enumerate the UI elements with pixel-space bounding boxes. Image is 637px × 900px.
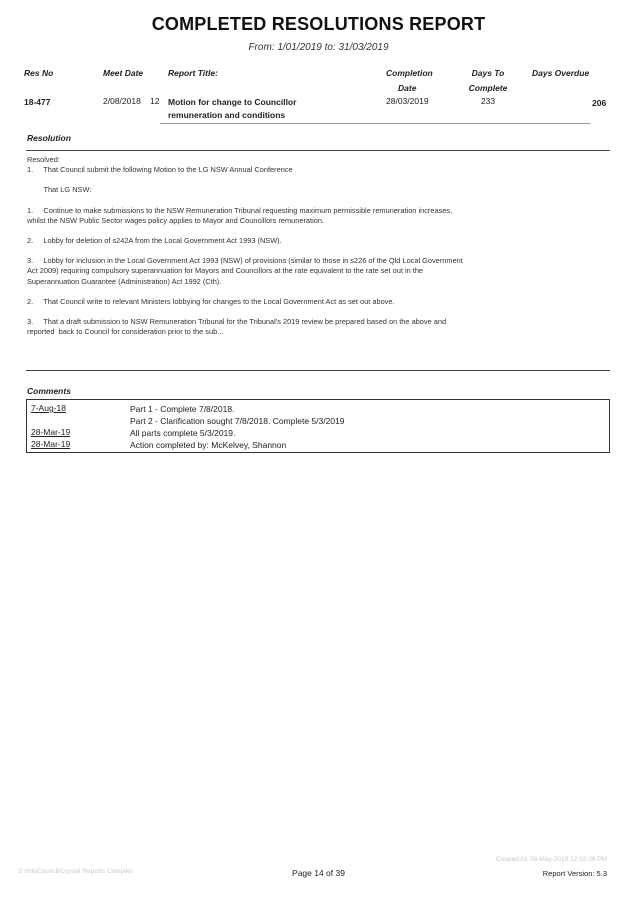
footer-source-path: S:\InfoCouncil\Crystal Reports Compiler bbox=[18, 868, 133, 875]
footer-created-at: Created At: 08-May-2019 12:02:26 PM bbox=[495, 856, 607, 863]
comment-text: Action completed by: McKelvey, Shannon bbox=[130, 440, 287, 450]
footer-report-version: Report Version: 5.3 bbox=[542, 869, 607, 878]
comment-date: 28-Mar-19 bbox=[31, 439, 71, 449]
resolution-paragraph: 2. Lobby for deletion of s242A from the Local Government Act 1993 (NSW). bbox=[27, 236, 282, 246]
comments-heading: Comments bbox=[27, 386, 71, 396]
header-completion-line1: Completion bbox=[386, 68, 433, 78]
comments-table bbox=[26, 399, 610, 453]
resolution-body bbox=[27, 155, 547, 337]
comment-date: 28-Mar-19 bbox=[31, 427, 71, 437]
header-meet-date: Meet Date bbox=[103, 68, 144, 78]
record-completion-date: 28/03/2019 bbox=[386, 96, 429, 106]
comment-text: Part 2 - Clarification sought 7/8/2018. Complete 5/3/2019 bbox=[130, 416, 345, 426]
resolution-paragraph: Resolved: 1. That Council submit the following Motion to the LG NSW Annual Conference bbox=[27, 155, 293, 175]
record-divider bbox=[160, 123, 590, 124]
record-item-no: 12 bbox=[150, 96, 160, 106]
comment-text: All parts complete 5/3/2019. bbox=[130, 428, 236, 438]
resolution-paragraph: 3. Lobby for inclusion in the Local Government Act 1993 (NSW) of provisions (similar to those in s226 of the Qld Local Government Act 2009) requiring compulsory superannuation for Mayors and Councillors at the rate equivalent to the rate set out in the Superannuation Guarantee (Administration) Act 1992 (Cth). bbox=[27, 256, 463, 286]
header-days-overdue: Days Overdue bbox=[532, 68, 590, 78]
footer-page-number: Page 14 of 39 bbox=[292, 868, 345, 878]
header-days-line1: Days To bbox=[471, 68, 505, 78]
resolution-paragraph: That LG NSW: bbox=[27, 185, 92, 195]
comment-date: 7-Aug-18 bbox=[31, 403, 66, 413]
resolution-top-rule bbox=[26, 150, 610, 151]
header-days-to-complete bbox=[468, 68, 508, 93]
header-report-title: Report Title: bbox=[168, 68, 218, 78]
header-completion-line2: Date bbox=[398, 83, 417, 93]
comment-text: Part 1 - Complete 7/8/2018. bbox=[130, 404, 235, 414]
resolution-paragraph: 2. That Council write to relevant Ministers lobbying for changes to the Local Government Act as set out above. bbox=[27, 296, 395, 306]
record-days-to-complete: 233 bbox=[480, 96, 496, 106]
header-completion-date bbox=[386, 68, 433, 93]
resolution-paragraph: 3. That a draft submission to NSW Remuneration Tribunal for the Tribunal's 2019 review be prepared based on the above and reported back to Council for consideration prior to the sub... bbox=[27, 317, 447, 337]
record-title-line1: Motion for change to Councillor bbox=[168, 97, 297, 107]
header-res-no: Res No bbox=[24, 68, 54, 78]
record-days-overdue: 206 bbox=[592, 98, 607, 108]
header-days-line2: Complete bbox=[468, 83, 508, 93]
resolution-bottom-rule bbox=[26, 370, 610, 371]
record-res-no: 18-477 bbox=[24, 97, 51, 107]
record-title-line2: remuneration and conditions bbox=[168, 110, 286, 120]
report-date-range: From: 1/01/2019 to: 31/03/2019 bbox=[248, 42, 389, 53]
resolution-heading: Resolution bbox=[27, 133, 71, 143]
record-meet-date: 2/08/2018 bbox=[103, 96, 141, 106]
resolution-paragraph: 1. Continue to make submissions to the NSW Remuneration Tribunal requesting maximum permissible remuneration increases, whilst the NSW Public Sector wages policy applies to Mayor and Councillors remuneration. bbox=[27, 205, 453, 225]
report-title: COMPLETED RESOLUTIONS REPORT bbox=[151, 14, 486, 34]
